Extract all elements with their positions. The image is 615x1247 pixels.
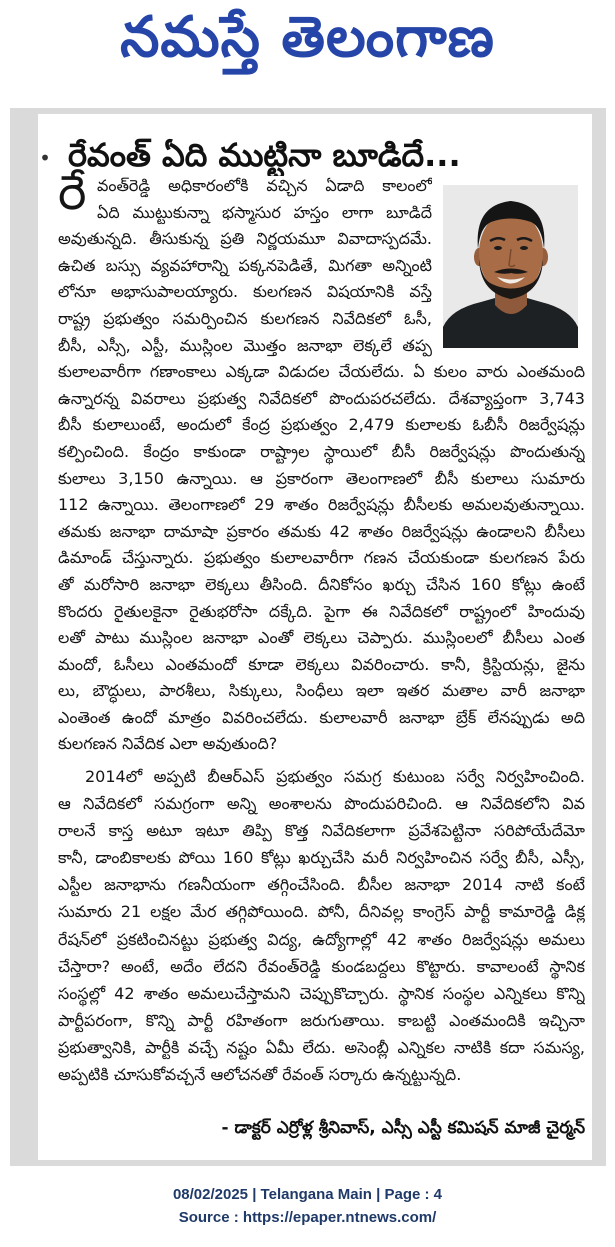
article-text-line: అవుతున్నది. తీసుకున్న ప్రతి నిర్ణయమూ వివాదాస్పదమే. bbox=[58, 229, 432, 249]
article-text-line: తమకు జనాభా దామాషా ప్రకారం తమకు 42 శాతం రిజర్వేషన్లు ఉండాలని బీసీలు bbox=[58, 521, 585, 541]
article-text-line: కులగణన నివేదిక ఎలా అవుతుంది? bbox=[58, 734, 278, 754]
source-url-text: Source : https://epaper.ntnews.com/ bbox=[178, 1209, 437, 1226]
article-text-line: మందో, ఓసీలు ఎంతమందో కూడా లెక్కలు వివరించారు. కానీ, క్రిస్టియన్లు, జైను bbox=[58, 654, 585, 674]
newspaper-masthead-logo: నమస్తే తెలంగాణ bbox=[120, 5, 495, 70]
article-text-line: బీసీ కులాలుంటే, అందులో కేంద్ర ప్రభుత్వం 2,479 కులాలకు ఓబీసీ రిజర్వేషన్లు bbox=[58, 415, 585, 435]
article-text-line: 112 ఉన్నాయి. తెలంగాణలో 29 శాతం రిజర్వేషన్లు బీసీలకు అమలవుతున్నాయి. bbox=[58, 495, 585, 515]
article-text-line: రేషన్‌లో ప్రకటించినట్టు ప్రభుత్వ విద్య, ఉద్యోగాల్లో 42 శాతం రిజర్వేషన్లు అమలు bbox=[58, 929, 585, 949]
article-text-line: అప్పటికి చూసుకోవచ్చనే ఆలోచనతో రేవంత్ సర్కారు ఉన్నట్టున్నది. bbox=[58, 1065, 462, 1085]
author-byline: - డాక్టర్ ఎర్రోళ్ల శ్రీనివాస్, ఎస్సీ ఎస్టీ కమిషన్ మాజీ చైర్మన్ bbox=[221, 1118, 585, 1138]
article-text-line: వంత్‌రెడ్డి అధికారంలోకి వచ్చిన ఏడాది కాలంలో bbox=[97, 176, 432, 195]
article-text-line: ఉన్నారన్న వివరాలు ప్రభుత్వ నివేదికలో పొందుపరచలేదు. దేశవ్యాప్తంగా 3,743 bbox=[58, 388, 585, 408]
article-text-line: లు, బౌద్ధులు, పారశీలు, సిక్కులు, సింధీలు ఇలా ఇతర మతాల వారీ జనాభా bbox=[58, 681, 585, 701]
article-text-line: ప్రభుత్వానికి, పార్టీకి వచ్చే నష్టం ఏమీ లేదు. అసెంబ్లీ ఎన్నికల నాటికి కదా సమస్య, bbox=[58, 1037, 585, 1057]
article-text-line: లోనూ అభాసుపాలయ్యారు. కులగణన విషయానికి వస్తే bbox=[58, 282, 432, 302]
article-sheet bbox=[38, 114, 592, 1160]
article-text-line: తో మరోసారి జనాభా లెక్కలు తీసింది. దీనికోసం ఖర్చు చేసిన 160 కోట్లు ఉంటే bbox=[58, 574, 585, 594]
article-headline: రేవంత్ ఏది ముట్టినా బూడిదే... bbox=[68, 136, 461, 174]
edition-info: 08/02/2025 | Telangana Main | Page : 4 bbox=[172, 1186, 443, 1203]
article-paragraph-1 bbox=[58, 173, 585, 758]
article-text-line: ఉచిత బస్సు వ్యవహారాన్ని పక్కనపెడితే, మిగతా అన్నింటి bbox=[58, 255, 432, 275]
headline-bullet: • bbox=[39, 146, 51, 170]
article-text-line: కల్పించింది. కేంద్రం కాకుండా రాష్ట్రాల స్థాయిలో బీసీ రిజర్వేషన్లు పొందుతున్న bbox=[58, 441, 585, 461]
article-text-line: డిమాండ్ చేస్తున్నారు. ప్రభుత్వం కులాలవారీగా గణన చేయకుండా కులగణన పేరు bbox=[58, 548, 585, 568]
article-text-line: ఎస్టీల జనాభాను గణనీయంగా తగ్గించేసింది. బీసీల జనాభా 2014 నాటి కంటే bbox=[58, 875, 585, 895]
article-text-line: 2014లో అప్పటి బీఆర్ఎస్ ప్రభుత్వం సమగ్ర కుటుంబ సర్వే నిర్వహించింది. bbox=[85, 767, 585, 786]
article-text-line: రాలనే కాస్త అటూ ఇటూ తిప్పి కొత్త నివేదికలాగా ప్రవేశపెట్టినా సరిపోయేదేమో bbox=[58, 821, 585, 841]
drop-cap-letter: రే bbox=[58, 165, 87, 221]
clipping-frame bbox=[10, 108, 606, 1166]
article-text-line: కులాలు 3,150 ఉన్నాయి. ఆ ప్రకారంగా తెలంగాణలో బీసీ కులాలు సుమారు bbox=[58, 468, 585, 488]
article-text-line: ఎంతెంత ఉందో మాత్రం వివరించలేదు. కులాలవారీ జనాభా బ్రేక్ లేనప్పుడు అది bbox=[58, 707, 585, 727]
article-text-line: సుమారు 21 లక్షల మేర తగ్గిపోయింది. పోనీ, దీనివల్ల కాంగ్రెస్ పార్టీ కామారెడ్డి డిక్ల bbox=[58, 902, 585, 922]
article-text-line: రాష్ట్ర ప్రభుత్వం సమర్పించిన కులగణన నివేదికలో ఓసీ, bbox=[58, 308, 432, 328]
article-text-line: కొందరు రైతులకైనా రైతుభరోసా దక్కేది. పైగా ఈ నివేదికలో రాష్ట్రంలో హిందువు bbox=[58, 601, 585, 621]
article-text-line: పార్టీపరంగా, కొన్ని పార్టీ రహితంగా జరుగుతాయి. కాబట్టి ఎంతమందికి ఇచ్చినా bbox=[58, 1010, 585, 1030]
article-text-line: ఏది ముట్టుకున్నా భస్మాసుర హస్తం లాగా బూడిదే bbox=[97, 202, 432, 222]
article-paragraph-2 bbox=[58, 763, 585, 1088]
article-text-line: కులాలవారీగా గణాంకాలు ఎక్కడా విడుదల చేయలేదు. ఏ కులం వారు ఎంతమంది bbox=[58, 362, 585, 382]
article-text-line: చేస్తారా? అంటే, అదేం లేదని రేవంత్‌రెడ్డి కుండబద్దలు కొట్టారు. కావాలంటే స్థానిక bbox=[58, 956, 585, 976]
article-text-line: ఆ నివేదికలో సమగ్రంగా అన్ని అంశాలను పొందుపరిచింది. ఆ నివేదికలోని వివ bbox=[58, 794, 585, 814]
article-text-line: లతో పాటు ముస్లింల జనాభా ఎంతో లెక్కలు చెప్పారు. ముస్లింలలో బీసీలు ఎంత bbox=[58, 628, 585, 648]
article-text-line: సంస్థల్లో 42 శాతం అమలుచేస్తామని చెప్పుకొచ్చారు. స్థానిక సంస్థల ఎన్నికలు కొన్ని bbox=[58, 983, 585, 1003]
article-text-line: బీసీ, ఎస్సీ, ఎస్టీ, ముస్లింల మొత్తం జనాభా లెక్కలే తప్ప bbox=[58, 335, 432, 355]
article-text-line: కానీ, డాంబికాలకు పోయి 160 కోట్లు ఖర్చుచేసి మరీ నిర్వహించిన సర్వే బీసీ, ఎస్సీ, bbox=[58, 848, 585, 868]
